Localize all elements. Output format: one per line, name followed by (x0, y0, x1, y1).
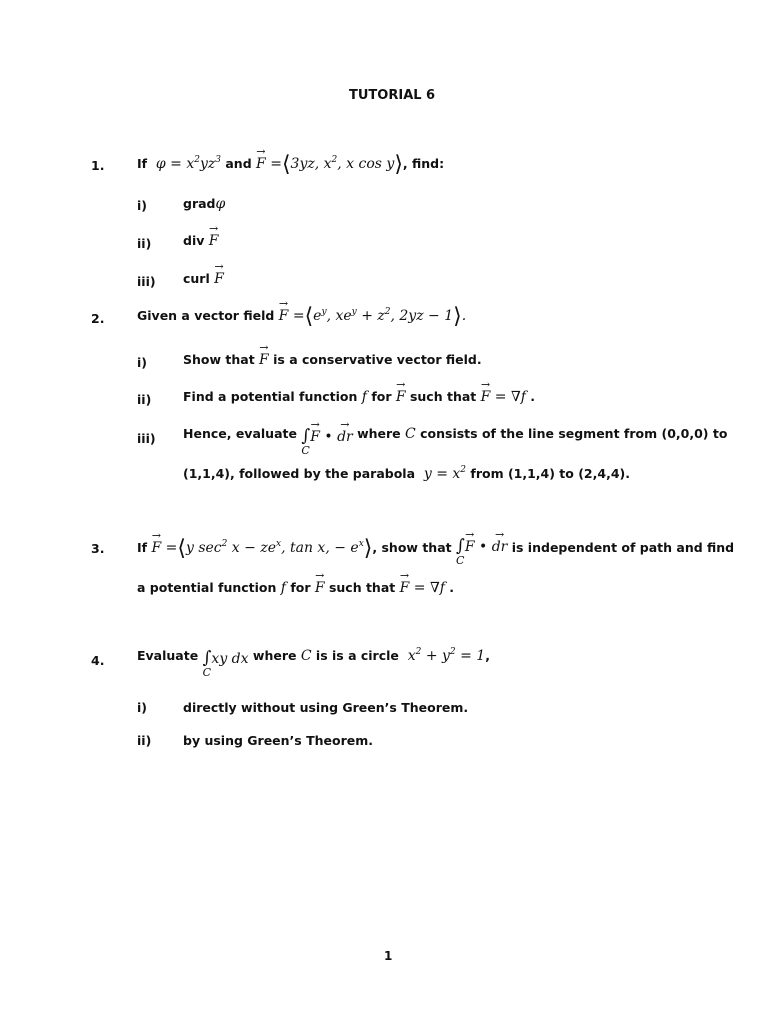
q2-cont-a: (1,1,4), followed by the parabola (183, 466, 416, 481)
q3-rest: is independent of path and find (511, 540, 735, 555)
q4-item-1: directly without using Green’s Theorem. (183, 700, 469, 715)
q1-and: and (225, 156, 252, 171)
q3-line-integral: ∫→ F • → dr C (456, 536, 507, 556)
q2-number: 2. (91, 311, 105, 326)
q4-is: is is a circle (315, 648, 399, 663)
q2-item-3-text-a: Hence, evaluate (183, 426, 297, 441)
page-title: TUTORIAL 6 (349, 88, 436, 103)
q3-line2-b: for (290, 580, 311, 595)
q3-line2-a: a potential function (137, 580, 277, 595)
q1-statement (137, 152, 444, 177)
q2-item-2: Find a potential function f for → F such that → F = ∇f . (183, 389, 535, 405)
q3-if: If (137, 540, 148, 555)
q1-find: , find: (402, 156, 445, 171)
q2-item-label-1: i) (137, 355, 147, 370)
q1-field-symbol: → F (214, 271, 224, 287)
q4-evaluate: Evaluate (137, 648, 199, 663)
q1-item-label-2: ii) (137, 236, 152, 251)
q2-intro: Given a vector field (137, 308, 275, 323)
q3-gradient-eq: → F = ∇f (400, 580, 445, 596)
q3-f-symbol: f (280, 580, 286, 596)
q2-item-label-3: iii) (137, 431, 156, 446)
q2-parabola-eq: $y = x^2$ (419, 465, 467, 482)
q2-gradient-eq: → F = ∇f (481, 389, 526, 405)
q3-line2-c: such that (328, 580, 396, 595)
q2-item-3-continued (183, 466, 630, 482)
q2-item-2-text-c: such that (409, 389, 477, 404)
q1-item-label-1: i) (137, 198, 147, 213)
q2-cont-b: from (1,1,4) to (2,4,4). (470, 466, 630, 481)
q4-item-label-1: i) (137, 700, 147, 715)
q1-field-def: → F =⟨3yz, $x^2$, x cos y⟩ (256, 156, 403, 172)
page-number: 1 (384, 949, 393, 963)
q2-statement (137, 304, 466, 329)
q1-item-1 (183, 196, 225, 212)
q1-phi-def: $\varphi = x^2yz^3$ (151, 155, 222, 172)
q4-curve-symbol: C (300, 648, 312, 664)
q2-item-2-text-b: for (371, 389, 392, 404)
q1-item-3-text: curl (183, 271, 210, 286)
q1-item-label-3: iii) (137, 274, 156, 289)
q1-item-1-text: grad (183, 196, 216, 211)
q3-show: , show that (372, 540, 452, 555)
q4-item-label-2: ii) (137, 733, 152, 748)
q3-number: 3. (91, 541, 105, 556)
q1-number: 1. (91, 158, 105, 173)
q2-field-symbol: → F (259, 352, 269, 368)
q3-line2: a potential function f for → F such that → F = ∇f . (137, 580, 454, 596)
q3-field-symbol: → F (315, 580, 325, 596)
q1-field-symbol: → F (209, 233, 219, 249)
q2-item-1-text-b: is a conservative vector field. (273, 352, 482, 367)
q3-statement (137, 536, 735, 567)
q1-phi-symbol: φ (215, 196, 226, 212)
q2-curve-symbol: C (405, 426, 416, 442)
q4-where: where (252, 648, 297, 663)
q2-item-1 (183, 352, 482, 368)
q4-number: 4. (91, 653, 105, 668)
q2-item-2-text-a: Find a potential function (183, 389, 358, 404)
q3-field-def: → F =⟨y $\sec^2 x - ze^x$, tan x, − $e^x⟩$ (151, 540, 372, 556)
q1-if: If (137, 156, 148, 171)
q2-field-symbol: → F (396, 389, 406, 405)
q4-statement: Evaluate ∫xy dx C where C is is a circle $x^2 + y^2 = 1$, (137, 647, 490, 679)
q4-line-integral: ∫xy dx C (202, 648, 249, 679)
q2-item-3 (183, 426, 728, 457)
q2-item-1-text-a: Show that (183, 352, 255, 367)
q1-item-3 (183, 271, 224, 287)
q1-item-2 (183, 233, 218, 249)
q2-line-integral: ∫→ F • → dr C (301, 426, 352, 446)
q1-item-2-text: div (183, 233, 205, 248)
q2-field-def: → $F =⟨e^y$, $xe^y + z^2$, 2yz − 1⟩. (279, 308, 467, 324)
q4-item-2: by using Green’s Theorem. (183, 733, 373, 748)
q2-item-label-2: ii) (137, 392, 152, 407)
q4-circle-eq: $x^2 + y^2 = 1$ (403, 647, 486, 664)
q2-f-symbol: f (361, 389, 367, 405)
q2-item-3-text-b: where (357, 426, 401, 441)
q2-item-3-text-c: consists of the line segment from (0,0,0) to (420, 426, 728, 441)
